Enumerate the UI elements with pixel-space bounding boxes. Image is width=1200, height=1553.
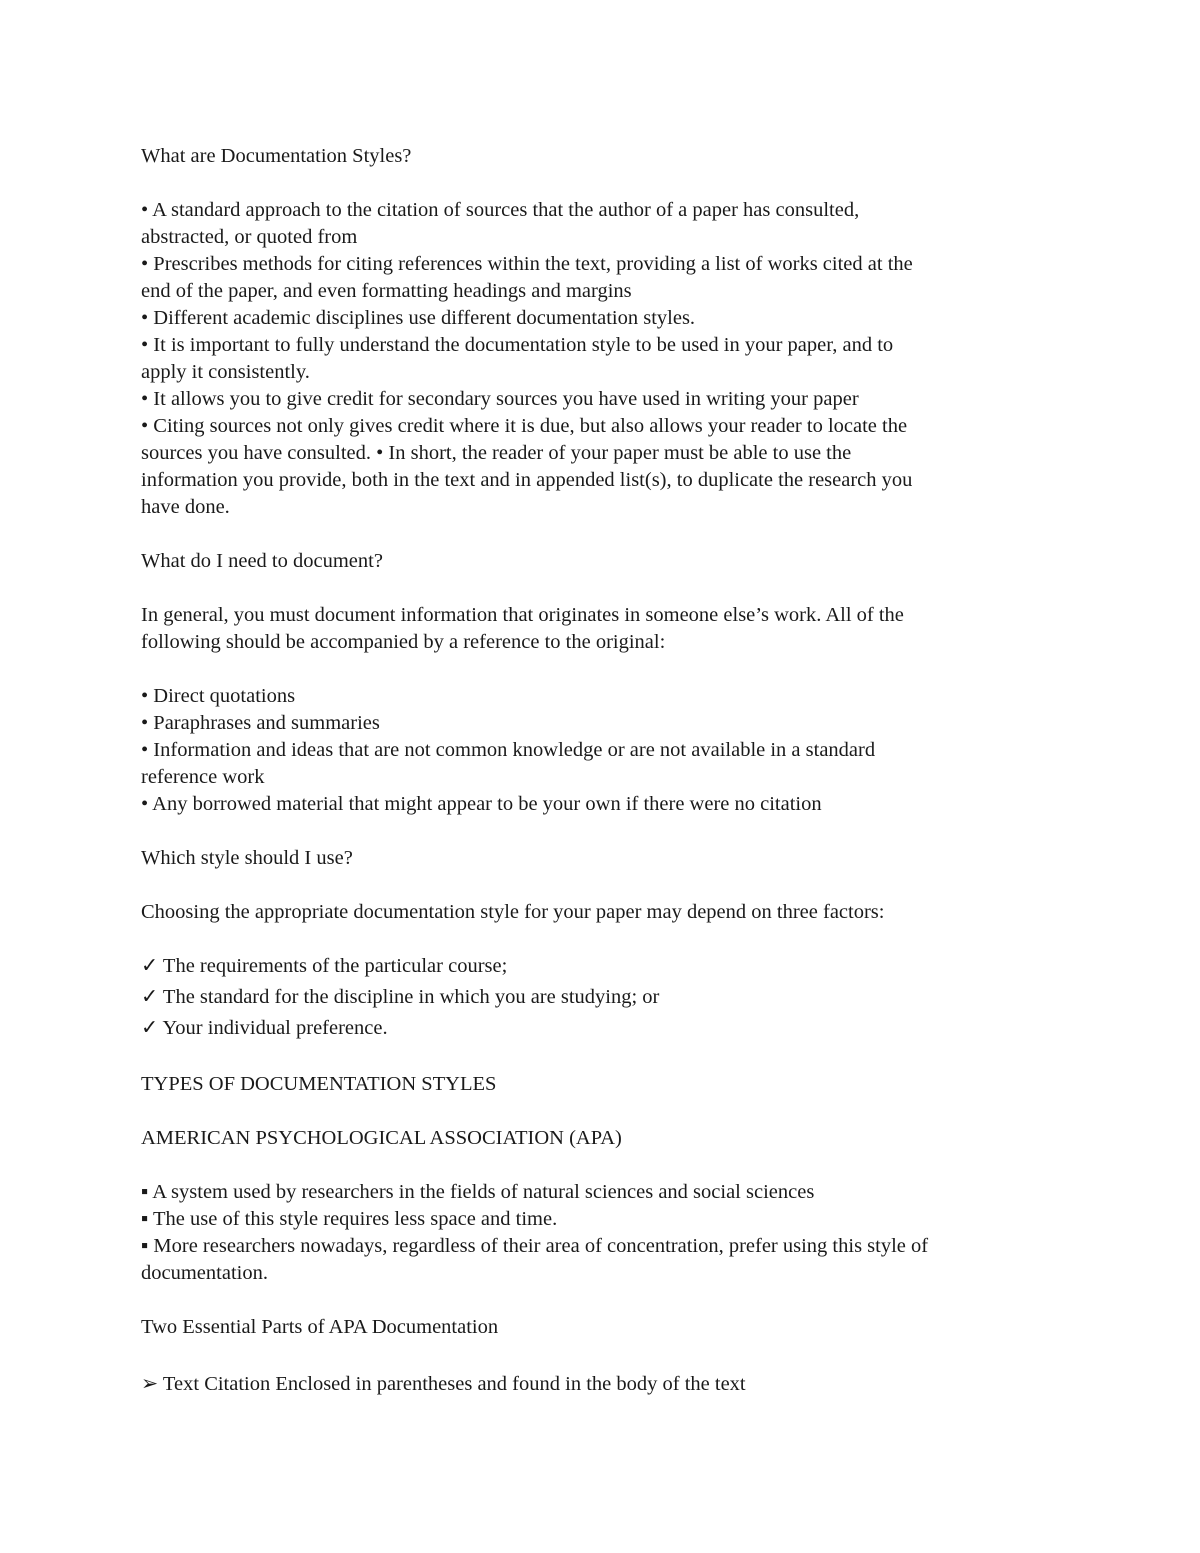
section-subheading-apa: AMERICAN PSYCHOLOGICAL ASSOCIATION (APA) — [141, 1127, 622, 1149]
square-bullet-item: ▪ A system used by researchers in the fields of natural sciences and social sciences — [141, 1181, 815, 1203]
body-line: end of the paper, and even formatting headings and margins — [141, 280, 632, 302]
body-line: • It is important to fully understand the documentation style to be used in your paper, and to — [141, 334, 894, 356]
bullet-item: • Paraphrases and summaries — [141, 712, 380, 734]
square-bullet-item: ▪ More researchers nowadays, regardless of their area of concentration, prefer using this style of — [141, 1235, 929, 1257]
bullet-item: • Information and ideas that are not common knowledge or are not available in a standard — [141, 739, 876, 761]
body-line: In general, you must document information that originates in someone else’s work. All of the — [141, 604, 904, 626]
body-line: have done. — [141, 496, 230, 518]
bullet-item: • Direct quotations — [141, 685, 296, 707]
body-line: • Different academic disciplines use different documentation styles. — [141, 307, 696, 329]
body-line: • It allows you to give credit for secondary sources you have used in writing your paper — [141, 388, 859, 410]
body-line: abstracted, or quoted from — [141, 226, 358, 248]
section-heading-types: TYPES OF DOCUMENTATION STYLES — [141, 1073, 497, 1095]
body-line: following should be accompanied by a reference to the original: — [141, 631, 666, 653]
bullet-item: reference work — [141, 766, 265, 788]
arrow-item: ➢ Text Citation Enclosed in parentheses and found in the body of the text — [141, 1373, 746, 1395]
body-line: • Citing sources not only gives credit where it is due, but also allows your reader to locate the — [141, 415, 908, 437]
section-heading-apa-parts: Two Essential Parts of APA Documentation — [141, 1316, 499, 1338]
body-line: • Prescribes methods for citing references within the text, providing a list of works cited at the — [141, 253, 913, 275]
body-line: apply it consistently. — [141, 361, 310, 383]
body-line: • A standard approach to the citation of sources that the author of a paper has consulted, — [141, 199, 860, 221]
document-body — [141, 143, 1051, 1398]
section-heading-what-to-document: What do I need to document? — [141, 550, 383, 572]
checklist-item: ✓ Your individual preference. — [141, 1017, 388, 1039]
body-line: sources you have consulted. • In short, the reader of your paper must be able to use the — [141, 442, 852, 464]
square-bullet-item: ▪ The use of this style requires less space and time. — [141, 1208, 558, 1230]
square-bullet-item: documentation. — [141, 1262, 268, 1284]
checklist-item: ✓ The standard for the discipline in which you are studying; or — [141, 986, 660, 1008]
bullet-item: • Any borrowed material that might appear to be your own if there were no citation — [141, 793, 822, 815]
section-heading-which-style: Which style should I use? — [141, 847, 353, 869]
body-line: information you provide, both in the text and in appended list(s), to duplicate the research you — [141, 469, 913, 491]
section-heading-documentation-styles: What are Documentation Styles? — [141, 145, 412, 167]
checklist-item: ✓ The requirements of the particular course; — [141, 955, 508, 977]
body-line: Choosing the appropriate documentation style for your paper may depend on three factors: — [141, 901, 885, 923]
